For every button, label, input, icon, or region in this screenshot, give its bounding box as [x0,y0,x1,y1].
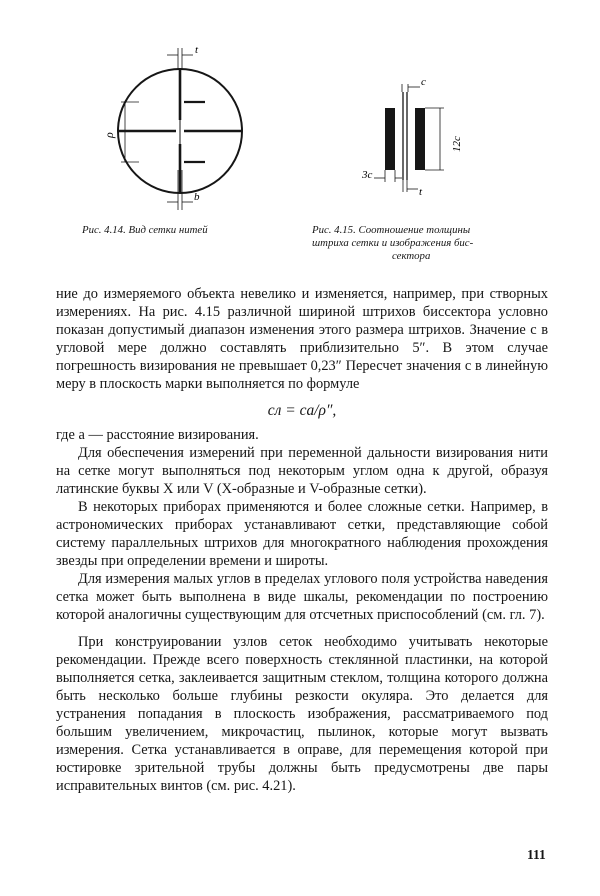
caption-fig-4-15-line-3: сектора [392,250,431,262]
paragraph-5: При конструировании узлов сеток необходимо учитывать некоторые рекомендации. Прежде всего поверхность стеклянной пластинки, на которой выполняется сетка, заклеивается защитным стеклом, толщина которого должна быть несколько больше глубины резкости окуляра. Это делается для устранения попадания в плоскость изображения, рассматриваемого под большим увеличением, микрочастиц, пылинок, которые могут вызвать измерения. Сетка устанавливается в оправе, для перемещения которой при юстировке зрительной трубы должны быть предусмотрены две пары исправительных винтов (см. рис. 4.21). [56,634,548,794]
label-t: t [195,44,199,56]
figure-4-14-reticle [95,40,265,215]
label-b: b [194,191,200,203]
paragraph-4: Для измерения малых углов в пределах углового поля устройства наведения сетка может быть выполнена в виде шкалы, рекомендации по построению которой аналогичны существующим для отсчетных приспособлений (см. гл. 7). [56,570,548,623]
where-line: где a — расстояние визирования. [56,427,259,444]
page-number: 111 [527,847,546,862]
label-rho: ρ [102,132,116,138]
caption-fig-4-15-line-1: Рис. 4.15. Соотношение толщины [312,224,471,236]
body-text [56,286,548,796]
figure-4-15-bisector [360,70,470,200]
paragraph-1: ние до измеряемого объекта невелико и изменяется, например, при створных измерениях. На рис. 4.15 различной шириной штрихов биссектора условно показан допустимый диапазон изменения этого размера штрихов. Значение c в угловой мере должно составлять приблизительно 5″. В этом случае погрешность визирования не превышает 0,23″ Пересчет значения c в линейную меру в плоскость марки выполняется по формуле [56,286,548,392]
label-3c: 3c [362,169,373,181]
caption-fig-4-15-line-2: штриха сетки и изображения бис- [312,237,474,249]
bisector-stroke-left [385,108,395,170]
bisector-stroke-right [415,108,425,170]
label-t2: t [419,186,423,198]
caption-fig-4-15 [312,224,473,263]
label-c: c [421,76,426,88]
caption-fig-4-14: Рис. 4.14. Вид сетки нитей [82,224,208,236]
paragraph-2: Для обеспечения измерений при переменной дальности визирования нити на сетке могут выполняться под некоторым углом одна к другой, образуя латинские буквы X или V (X-образные и V-образные сетки). [56,445,548,498]
formula: cл = ca/ρ″, [267,402,337,420]
label-12c: 12c [451,136,463,152]
paragraph-3: В некоторых приборах применяются и более сложные сетки. Например, в астрономических приборах устанавливают сетки, представляющие собой систему параллельных штрихов для многократного наблюдения прохождения звезды при определении времени и широты. [56,499,548,569]
